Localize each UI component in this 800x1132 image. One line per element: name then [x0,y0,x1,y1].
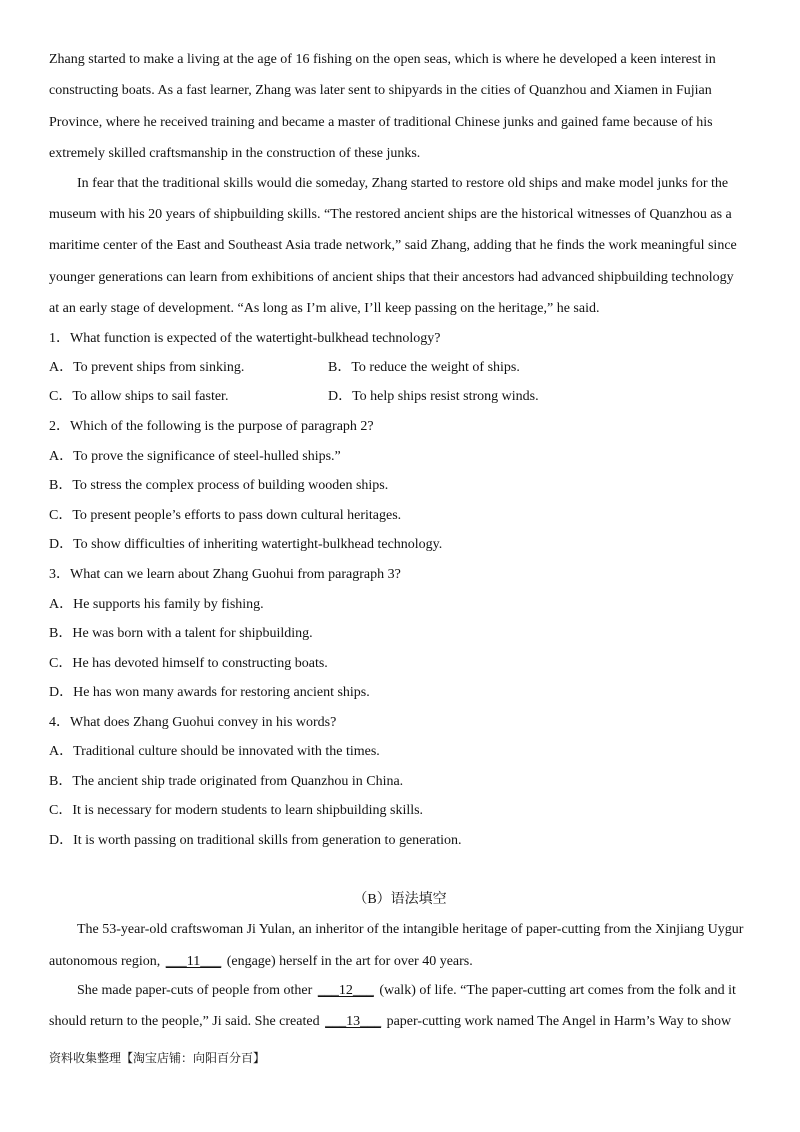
passage-p2-line-5: at an early stage of development. “As long as I’m alive, I’ll keep passing on the heritage,” he said. [49,301,600,316]
section-b-line-2 [49,953,473,971]
passage-p1-line-4: extremely skilled craftsmanship in the construction of these junks. [49,146,421,161]
question-3-option-c[interactable]: C．He has devoted himself to constructing boats. [49,656,328,671]
section-b-line-4-pre: should return to the people,” Ji said. She created [49,1014,320,1029]
section-b-line-2-pre: autonomous region, [49,954,161,969]
question-2-option-d[interactable]: D．To show difficulties of inheriting watertight-bulkhead technology. [49,537,443,552]
question-1-option-d[interactable]: D．To help ships resist strong winds. [328,389,539,404]
question-4-option-c[interactable]: C．It is necessary for modern students to learn shipbuilding skills. [49,803,424,818]
section-b-line-3 [77,982,736,1000]
question-2-option-c[interactable]: C．To present people’s efforts to pass down cultural heritages. [49,508,402,523]
question-1-option-a[interactable]: A．To prevent ships from sinking. [49,360,245,375]
passage-p1-line-1: Zhang started to make a living at the age of 16 fishing on the open seas, which is where he developed a keen interest in [49,52,716,67]
section-b-line-3-pre: She made paper-cuts of people from other [77,983,313,998]
question-3-option-b[interactable]: B．He was born with a talent for shipbuilding. [49,626,313,641]
passage-p1-line-2: constructing boats. As a fast learner, Zhang was later sent to shipyards in the cities of Quanzhou and Xiamen in Fujian [49,83,712,98]
blank-11[interactable]: ___11___ [165,954,222,969]
section-b-heading: （B）语法填空 [353,892,447,907]
passage-p2-line-4: younger generations can learn from exhibitions of ancient ships that their ancestors had advanced shipbuilding technology [49,270,734,285]
question-1-stem: 1．What function is expected of the watertight-bulkhead technology? [49,331,441,346]
question-1-option-c[interactable]: C．To allow ships to sail faster. [49,389,229,404]
question-4-option-d[interactable]: D．It is worth passing on traditional skills from generation to generation. [49,833,462,848]
question-4-option-a[interactable]: A．Traditional culture should be innovated with the times. [49,744,380,759]
section-b-line-4 [49,1013,731,1031]
question-2-stem: 2．Which of the following is the purpose of paragraph 2? [49,419,374,434]
section-b-line-2-post: (engage) herself in the art for over 40 years. [226,954,473,969]
section-b-line-3-post: (walk) of life. “The paper-cutting art comes from the folk and it [379,983,736,998]
blank-12[interactable]: ___12___ [317,983,374,998]
passage-p2-line-1: In fear that the traditional skills would die someday, Zhang started to restore old ships and make model junks for the [77,176,729,191]
question-3-stem: 3．What can we learn about Zhang Guohui from paragraph 3? [49,567,401,582]
passage-p1-line-3: Province, where he received training and became a master of traditional Chinese junks and gained fame because of his [49,115,713,130]
question-1-option-b[interactable]: B．To reduce the weight of ships. [328,360,520,375]
question-2-option-b[interactable]: B．To stress the complex process of building wooden ships. [49,478,389,493]
section-b-line-1: The 53-year-old craftswoman Ji Yulan, an inheritor of the intangible heritage of paper-cutting from the Xinjiang Uygur [77,922,744,937]
question-4-stem: 4．What does Zhang Guohui convey in his words? [49,715,337,730]
passage-p2-line-3: maritime center of the East and Southeast Asia trade network,” said Zhang, adding that he finds the work meaningful since [49,238,737,253]
blank-13[interactable]: ___13___ [325,1014,382,1029]
question-4-option-b[interactable]: B．The ancient ship trade originated from Quanzhou in China. [49,774,404,789]
question-3-option-a[interactable]: A．He supports his family by fishing. [49,597,264,612]
question-2-option-a[interactable]: A．To prove the significance of steel-hulled ships.” [49,449,341,464]
passage-p2-line-2: museum with his 20 years of shipbuilding skills. “The restored ancient ships are the historical witnesses of Quanzhou as a [49,207,732,222]
section-b-line-4-post: paper-cutting work named The Angel in Harm’s Way to show [386,1014,732,1029]
question-3-option-d[interactable]: D．He has won many awards for restoring ancient ships. [49,685,370,700]
footer-source: 资料收集整理【淘宝店铺：向阳百分百】 [49,1051,266,1065]
